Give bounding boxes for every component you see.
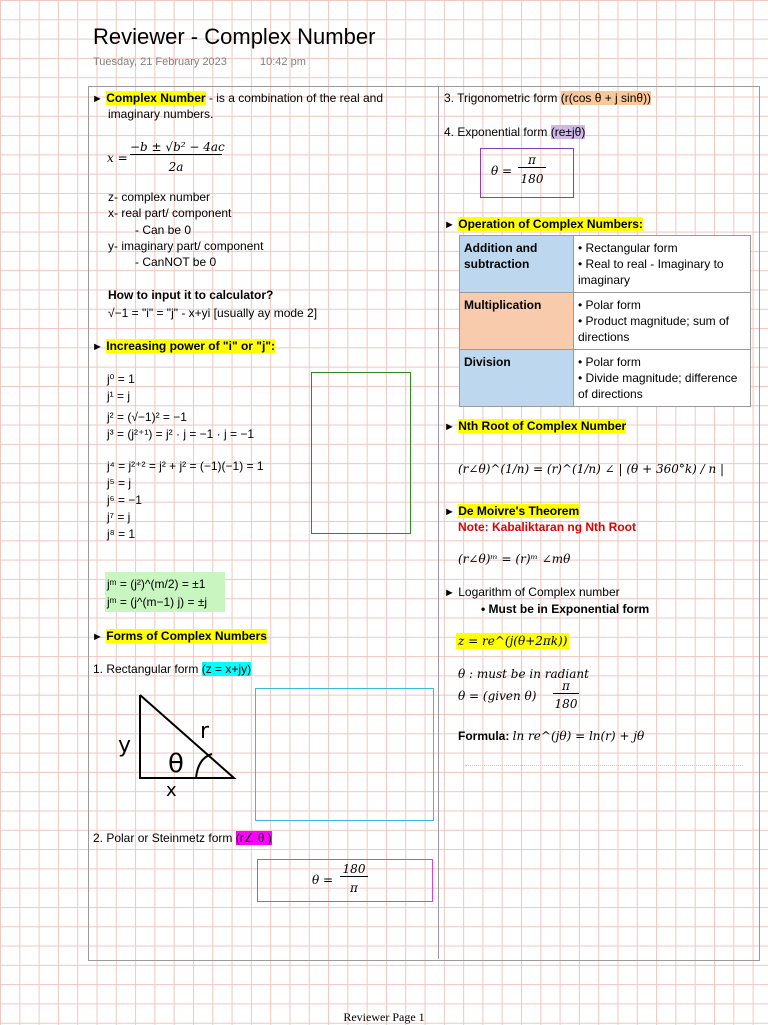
given-theta-num: π [553,679,579,694]
power-line: j⁵ = j [107,476,131,490]
complex-number-definition: ► Complex Number - is a combination of the real and [92,91,384,105]
table-row [460,350,751,407]
page-title: Reviewer - Complex Number [93,24,376,49]
nth-root-formula: (r∠θ)^(1/n) = (r)^(1/n) ∠ | (θ + 360°k) / n | [458,462,725,476]
triangle-theta-label: θ [168,749,184,779]
forms-heading: Forms of Complex Numbers [106,629,267,643]
triangle-x-label: x [166,780,177,800]
operation-name: Division [460,350,574,407]
rectangular-form-label: 1. Rectangular form (z = x+jy) [93,662,252,676]
operation-name: Multiplication [460,293,574,350]
arrow-bullet-icon: ► [92,631,103,643]
power-line: j¹ = j [107,389,131,403]
arrow-bullet-icon: ► [92,93,103,105]
faint-separator [465,765,743,766]
radiant-note: θ : must be in radiant [458,667,589,681]
x-definition: x- real part/ component [108,206,232,220]
arrow-bullet-icon: ► [444,587,455,599]
quadratic-lhs: x = [107,151,128,165]
operation-details: • Polar form • Divide magnitude; difference of directions [574,350,751,407]
given-theta-lhs: θ = (given θ) [458,689,537,703]
operations-table [459,235,751,407]
polar-formula-num: 180 [340,862,368,877]
complex-number-heading: Complex Number [106,91,206,105]
x-note: - Can be 0 [135,223,192,237]
page-footer: Reviewer Page 1 [343,1010,425,1024]
nth-root-section [444,418,626,435]
arrow-bullet-icon: ► [444,219,455,231]
power-section [92,338,275,355]
exp-formula-lhs: θ = [491,164,513,178]
power-line: j⁷ = j [107,510,131,524]
table-row [460,236,751,293]
nth-root-heading: Nth Root of Complex Number [458,419,627,433]
calculator-question: How to input it to calculator? [108,288,274,302]
logarithm-heading: Logarithm of Complex number [458,585,620,599]
triangle-r-label: r [200,719,210,744]
y-note: - CanNOT be 0 [135,255,217,269]
page-time: 10:42 pm [260,56,306,68]
jm-formula-2: jᵐ = (j^(m−1) j) = ±j [107,595,208,609]
operation-name: Addition and subtraction [460,236,574,293]
arrow-bullet-icon: ► [92,341,103,353]
green-empty-box [311,372,411,534]
de-moivre-heading: De Moivre's Theorem [458,504,580,518]
power-line: j³ = (j²⁺¹) = j² · j = −1 · j = −1 [107,427,255,441]
power-line: j⁴ = j²⁺² = j² + j² = (−1)(−1) = 1 [107,459,264,473]
exp-formula-den: 180 [520,172,544,186]
operation-details: • Polar form • Product magnitude; sum of directions [574,293,751,350]
arrow-bullet-icon: ► [444,421,455,433]
de-moivre-formula: (r∠θ)ᵐ = (r)ᵐ ∠mθ [458,552,571,566]
triangle-y-label: y [118,733,132,758]
polar-form-label: 2. Polar or Steinmetz form (r∠ θ ) [93,831,272,845]
cyan-empty-box [255,688,434,821]
polar-formula-den: π [350,881,358,895]
calculator-answer: √−1 = "i" = "j" - x+yi [usually ay mode 2] [108,306,318,320]
exp-formula-num: π [518,153,546,168]
complex-number-definition-line2: imaginary numbers. [108,107,214,121]
operations-section [444,216,643,233]
z-definition: z- complex number [108,190,211,204]
power-line: j⁶ = −1 [107,493,142,507]
arrow-bullet-icon: ► [444,506,455,518]
logarithm-z-formula: z = re^(j(θ+2πk)) [458,634,568,648]
logarithm-section [444,584,620,601]
right-triangle-diagram [112,690,242,800]
forms-section [92,628,267,645]
y-definition: y- imaginary part/ component [108,239,264,253]
operations-heading: Operation of Complex Numbers: [458,217,643,231]
quadratic-numerator: −b ± √b² − 4ac [130,140,225,154]
powers-list-1 [107,371,254,443]
quadratic-denominator: 2a [168,160,184,174]
polar-formula-lhs: θ = [312,873,334,887]
operation-details: • Rectangular form • Real to real - Imaginary to imaginary [574,236,751,293]
de-moivre-section [444,503,579,520]
page-date: Tuesday, 21 February 2023 [93,56,227,68]
logarithm-note: • Must be in Exponential form [481,601,649,617]
trig-form-label: 3. Trigonometric form (r(cos θ + j sinθ)) [444,91,652,105]
column-divider [438,86,439,959]
given-theta-den: 180 [554,697,578,711]
power-line: j⁰ = 1 [107,372,135,386]
log-formula-line: Formula: ln re^(jθ) = ln(r) + jθ [458,729,645,743]
power-heading: Increasing power of "i" or "j": [106,339,276,353]
exp-form-label: 4. Exponential form (re±jθ) [444,125,586,139]
de-moivre-note: Note: Kabaliktaran ng Nth Root [458,520,637,534]
powers-list-2 [107,458,264,543]
jm-formula-1: jᵐ = (j²)^(m/2) = ±1 [107,577,206,591]
power-line: j² = (√−1)² = −1 [107,410,187,424]
table-row [460,293,751,350]
power-line: j⁸ = 1 [107,527,136,541]
